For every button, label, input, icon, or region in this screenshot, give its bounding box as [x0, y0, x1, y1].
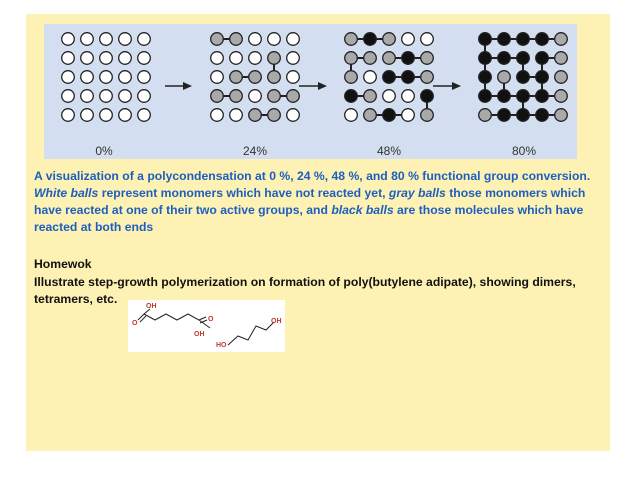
ball-2-0-3: [402, 33, 415, 46]
ball-2-3-2: [383, 90, 396, 103]
ball-2-2-0: [345, 71, 358, 84]
caption-part-2: represent monomers which have not reacted yet,: [98, 186, 389, 200]
ball-3-0-3: [536, 33, 549, 46]
label-48-percent: 48%: [376, 144, 402, 158]
ball-1-2-3: [268, 71, 281, 84]
ball-1-4-1: [230, 109, 243, 122]
ball-2-1-2: [383, 52, 396, 65]
ball-1-0-3: [268, 33, 281, 46]
acid-bot-c-o-bond: [199, 317, 206, 320]
polycondensation-figure: [44, 24, 577, 159]
caption-sentence: A visualization of a polycondensation at 0 %, 24 %, 48 %, and 80 % functional group conversion.: [34, 169, 591, 183]
ball-0-2-4: [138, 71, 151, 84]
ball-2-4-0: [345, 109, 358, 122]
ball-0-4-1: [81, 109, 94, 122]
ball-0-3-0: [62, 90, 75, 103]
ball-1-1-1: [230, 52, 243, 65]
homework-title: Homewok: [34, 257, 92, 271]
ball-2-2-4: [421, 71, 434, 84]
ball-2-3-3: [402, 90, 415, 103]
ball-2-1-1: [364, 52, 377, 65]
ball-0-0-0: [62, 33, 75, 46]
ball-2-1-4: [421, 52, 434, 65]
ball-1-4-2: [249, 109, 262, 122]
ball-2-0-4: [421, 33, 434, 46]
label-24-percent: 24%: [242, 144, 268, 158]
ball-3-2-4: [555, 71, 568, 84]
ball-3-3-4: [555, 90, 568, 103]
ball-1-0-1: [230, 33, 243, 46]
ball-3-3-1: [498, 90, 511, 103]
diol-ho: HO: [216, 342, 227, 349]
arrow-head-0: [183, 82, 192, 90]
acid-oh-top: OH: [146, 303, 157, 310]
ball-2-4-4: [421, 109, 434, 122]
ball-1-2-0: [211, 71, 224, 84]
ball-3-1-4: [555, 52, 568, 65]
ball-0-4-2: [100, 109, 113, 122]
ball-grids: [44, 24, 577, 159]
ball-0-2-2: [100, 71, 113, 84]
ball-2-4-3: [402, 109, 415, 122]
ball-2-0-1: [364, 33, 377, 46]
ball-1-3-1: [230, 90, 243, 103]
ball-1-4-0: [211, 109, 224, 122]
ball-1-1-0: [211, 52, 224, 65]
adipic-acid-chain: [144, 314, 210, 328]
ball-1-3-2: [249, 90, 262, 103]
ball-1-3-3: [268, 90, 281, 103]
ball-0-1-0: [62, 52, 75, 65]
ball-0-2-1: [81, 71, 94, 84]
ball-1-2-1: [230, 71, 243, 84]
ball-0-3-1: [81, 90, 94, 103]
ball-3-2-2: [517, 71, 530, 84]
ball-1-4-4: [287, 109, 300, 122]
ball-3-1-2: [517, 52, 530, 65]
ball-3-3-0: [479, 90, 492, 103]
ball-0-0-3: [119, 33, 132, 46]
caption-part-4: are those molecules which have reacted at both ends: [34, 203, 584, 234]
ball-1-2-2: [249, 71, 262, 84]
ball-3-0-2: [517, 33, 530, 46]
ball-2-4-2: [383, 109, 396, 122]
label-0-percent: 0%: [95, 144, 113, 158]
ball-3-4-2: [517, 109, 530, 122]
chemical-structures: [128, 300, 285, 352]
ball-2-1-0: [345, 52, 358, 65]
ball-1-0-2: [249, 33, 262, 46]
gray-balls-term: gray balls: [388, 186, 446, 200]
black-balls-term: black balls: [331, 203, 394, 217]
ball-2-2-2: [383, 71, 396, 84]
ball-3-0-4: [555, 33, 568, 46]
ball-0-0-2: [100, 33, 113, 46]
ball-2-0-2: [383, 33, 396, 46]
ball-0-0-1: [81, 33, 94, 46]
ball-3-4-1: [498, 109, 511, 122]
ball-0-0-4: [138, 33, 151, 46]
ball-0-3-3: [119, 90, 132, 103]
ball-1-1-2: [249, 52, 262, 65]
ball-3-3-3: [536, 90, 549, 103]
ball-1-3-4: [287, 90, 300, 103]
ball-2-0-0: [345, 33, 358, 46]
diol-oh: OH: [271, 318, 282, 325]
acid-oh-bottom: OH: [194, 331, 205, 338]
ball-2-2-3: [402, 71, 415, 84]
white-balls-term: White balls: [34, 186, 99, 200]
ball-3-4-3: [536, 109, 549, 122]
ball-3-1-0: [479, 52, 492, 65]
ball-1-0-0: [211, 33, 224, 46]
ball-3-1-3: [536, 52, 549, 65]
ball-0-3-4: [138, 90, 151, 103]
ball-3-4-4: [555, 109, 568, 122]
ball-3-0-1: [498, 33, 511, 46]
ball-1-2-4: [287, 71, 300, 84]
ball-3-0-0: [479, 33, 492, 46]
ball-3-4-0: [479, 109, 492, 122]
homework-text: Illustrate step-growth polymerization on formation of poly(butylene adipate), showing dimers, tetramers, etc.: [34, 275, 576, 306]
arrow-head-2: [452, 82, 461, 90]
ball-1-3-0: [211, 90, 224, 103]
acid-o-bottom: O: [208, 316, 214, 323]
ball-0-1-2: [100, 52, 113, 65]
structure-drawing: [128, 300, 285, 352]
label-80-percent: 80%: [511, 144, 537, 158]
ball-3-2-1: [498, 71, 511, 84]
ball-2-3-1: [364, 90, 377, 103]
ball-1-1-4: [287, 52, 300, 65]
ball-3-2-3: [536, 71, 549, 84]
ball-0-3-2: [100, 90, 113, 103]
ball-3-1-1: [498, 52, 511, 65]
ball-3-3-2: [517, 90, 530, 103]
ball-0-2-0: [62, 71, 75, 84]
ball-2-3-4: [421, 90, 434, 103]
ball-1-0-4: [287, 33, 300, 46]
ball-0-1-1: [81, 52, 94, 65]
ball-3-2-0: [479, 71, 492, 84]
caption-part-3: those monomers which have reacted at one of their two active groups, and: [34, 186, 586, 217]
ball-1-1-3: [268, 52, 281, 65]
butanediol-chain: [228, 322, 274, 345]
figure-caption: [34, 168, 604, 236]
ball-2-3-0: [345, 90, 358, 103]
ball-0-2-3: [119, 71, 132, 84]
ball-1-4-3: [268, 109, 281, 122]
acid-o-top: O: [132, 320, 138, 327]
ball-0-4-4: [138, 109, 151, 122]
ball-2-1-3: [402, 52, 415, 65]
ball-0-4-0: [62, 109, 75, 122]
arrow-head-1: [318, 82, 327, 90]
ball-0-1-4: [138, 52, 151, 65]
ball-0-1-3: [119, 52, 132, 65]
ball-2-4-1: [364, 109, 377, 122]
ball-0-4-3: [119, 109, 132, 122]
ball-2-2-1: [364, 71, 377, 84]
